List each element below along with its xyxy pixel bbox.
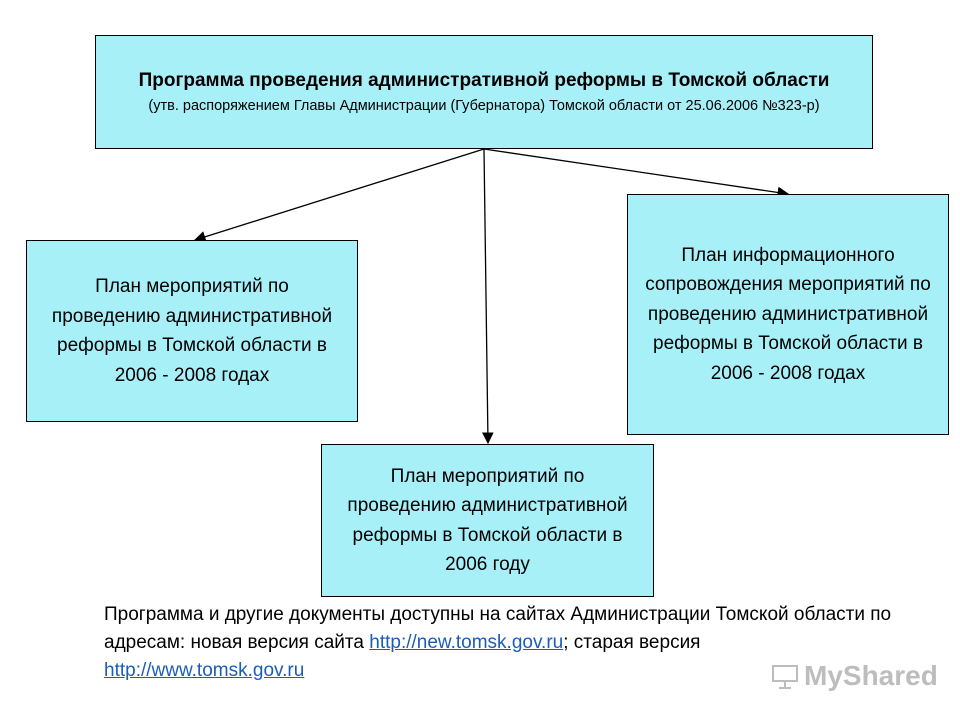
watermark-text: MyShared	[804, 660, 938, 691]
watermark	[770, 660, 938, 692]
info-support-plan-text: План информационного сопровождения мероприятий по проведению административной реформы в Томской области в 2006 - 2008 годах	[645, 244, 931, 384]
program-title: Программа проведения административной реформы в Томской области	[138, 70, 830, 91]
plan-2006-2008-box	[26, 240, 358, 422]
arrow-to-center-box	[484, 149, 488, 443]
link-old-site[interactable]: http://www.tomsk.gov.ru	[104, 660, 305, 681]
info-support-plan-box	[627, 194, 949, 435]
program-subtitle: (утв. распоряжением Главы Администрации (Губернатора) Томской области от 25.06.2006 №323-р)	[148, 98, 820, 114]
presentation-icon	[770, 661, 800, 691]
link-new-site[interactable]: http://new.tomsk.gov.ru	[369, 632, 564, 653]
arrow-to-left-box	[195, 149, 484, 240]
footer-text-1: Программа и другие документы доступны на сайтах Администрации Томской области по адресам: новая версия сайта	[104, 604, 892, 653]
plan-2006-text: План мероприятий по проведению административной реформы в Томской области в 2006 году	[347, 465, 628, 575]
arrow-to-right-box	[484, 149, 788, 194]
program-box	[95, 35, 873, 149]
footer-text-2: ; старая версия	[563, 632, 701, 653]
plan-2006-2008-text: План мероприятий по проведению административной реформы в Томской области в 2006 - 2008 годах	[51, 276, 333, 386]
plan-2006-box	[321, 444, 654, 597]
